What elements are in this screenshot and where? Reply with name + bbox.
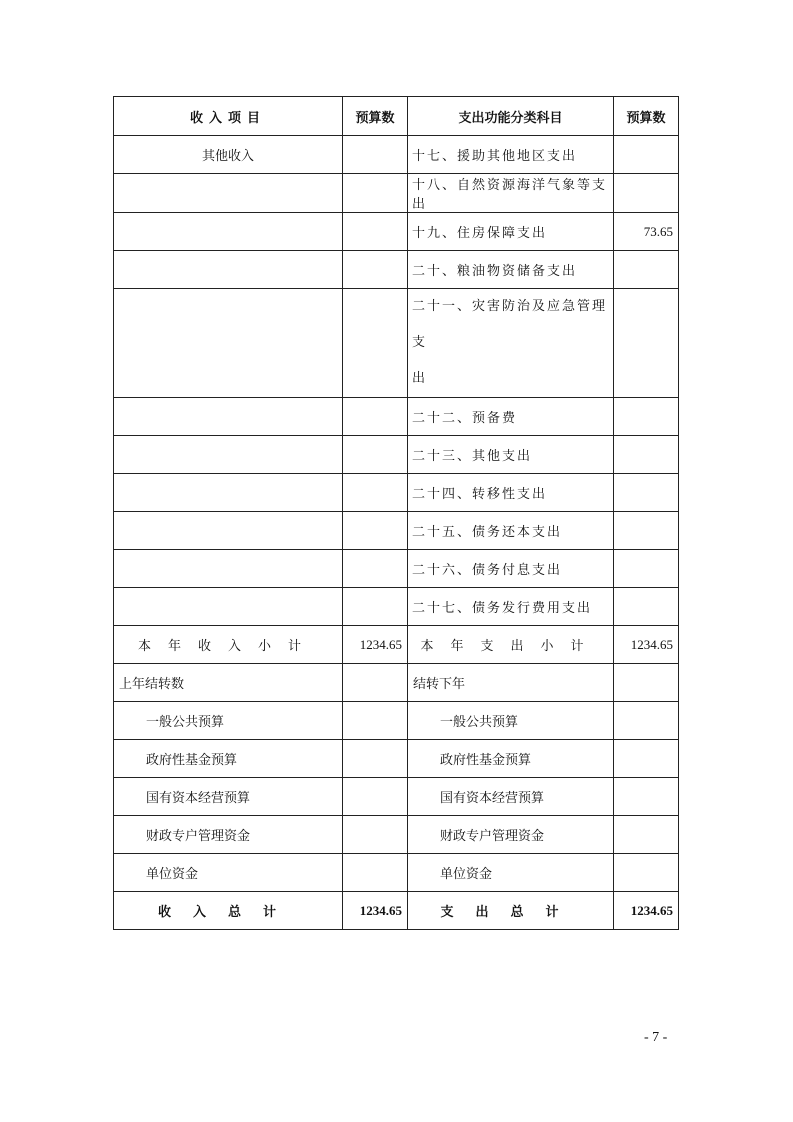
income-value-cell (343, 512, 408, 550)
expense-carry-value (614, 664, 679, 702)
income-carry-item: 单位资金 (114, 854, 343, 892)
income-cell (114, 251, 343, 289)
table-row (114, 398, 679, 436)
expense-value-cell (614, 512, 679, 550)
carry-header-row (114, 664, 679, 702)
table-header-row (114, 97, 679, 136)
expense-carry-item: 国有资本经营预算 (408, 778, 614, 816)
expense-value-cell (614, 174, 679, 213)
income-subtotal-value: 1234.65 (343, 626, 408, 664)
income-value-cell (343, 174, 408, 213)
table-row (114, 174, 679, 213)
income-cell (114, 174, 343, 213)
carry-item-row (114, 816, 679, 854)
income-cell (114, 289, 343, 398)
income-total-value: 1234.65 (343, 892, 408, 930)
income-value-cell (343, 474, 408, 512)
table-row (114, 213, 679, 251)
header-income-budget: 预算数 (343, 97, 408, 136)
income-value-cell (343, 136, 408, 174)
income-cell (114, 436, 343, 474)
expense-carry-item: 政府性基金预算 (408, 740, 614, 778)
expense-value-cell (614, 398, 679, 436)
income-cell (114, 588, 343, 626)
income-cell (114, 474, 343, 512)
expense-carry-item-value (614, 816, 679, 854)
income-total-label: 收入总计 (114, 892, 343, 930)
expense-carry-item-value (614, 740, 679, 778)
budget-table (113, 96, 679, 930)
expense-total-label: 支出总计 (408, 892, 614, 930)
expense-cell: 十八、自然资源海洋气象等支出 (408, 174, 614, 213)
income-cell (114, 213, 343, 251)
income-carry-item-value (343, 702, 408, 740)
expense-carry-item: 单位资金 (408, 854, 614, 892)
expense-value-cell (614, 474, 679, 512)
income-cell (114, 550, 343, 588)
table-row (114, 251, 679, 289)
expense-cell: 十九、住房保障支出 (408, 213, 614, 251)
budget-table-container (113, 96, 678, 930)
expense-line-1: 二十一、灾害防治及应急管理支 (412, 299, 608, 350)
income-carry-item: 政府性基金预算 (114, 740, 343, 778)
income-carry-item: 一般公共预算 (114, 702, 343, 740)
expense-carry-item: 一般公共预算 (408, 702, 614, 740)
expense-cell: 二十七、债务发行费用支出 (408, 588, 614, 626)
income-carry-item: 财政专户管理资金 (114, 816, 343, 854)
income-subtotal-label: 本年收入小计 (114, 626, 343, 664)
income-value-cell (343, 550, 408, 588)
expense-carry-item: 财政专户管理资金 (408, 816, 614, 854)
income-value-cell (343, 213, 408, 251)
expense-carry-label: 结转下年 (408, 664, 614, 702)
expense-carry-item-value (614, 702, 679, 740)
income-carry-item-value (343, 816, 408, 854)
header-expense-item: 支出功能分类科目 (408, 97, 614, 136)
income-carry-item-value (343, 778, 408, 816)
expense-total-value: 1234.65 (614, 892, 679, 930)
income-value-cell (343, 251, 408, 289)
table-row (114, 136, 679, 174)
expense-cell-multiline (408, 289, 614, 398)
table-row (114, 512, 679, 550)
expense-subtotal-label: 本年支出小计 (408, 626, 614, 664)
expense-value-cell (614, 588, 679, 626)
expense-value-cell (614, 136, 679, 174)
table-row (114, 588, 679, 626)
income-value-cell (343, 436, 408, 474)
expense-carry-item-value (614, 854, 679, 892)
income-value-cell (343, 289, 408, 398)
income-cell (114, 398, 343, 436)
income-value-cell (343, 588, 408, 626)
expense-cell: 二十、粮油物资储备支出 (408, 251, 614, 289)
header-expense-budget: 预算数 (614, 97, 679, 136)
header-income-item: 收入项目 (114, 97, 343, 136)
expense-value-cell (614, 436, 679, 474)
expense-cell: 二十六、债务付息支出 (408, 550, 614, 588)
income-carry-item-value (343, 740, 408, 778)
expense-cell: 二十二、预备费 (408, 398, 614, 436)
carry-item-row (114, 778, 679, 816)
expense-line-2: 出 (412, 371, 428, 386)
expense-value-cell (614, 550, 679, 588)
carry-item-row (114, 740, 679, 778)
income-value-cell (343, 398, 408, 436)
expense-value-cell (614, 251, 679, 289)
carry-item-row (114, 854, 679, 892)
income-carry-item: 国有资本经营预算 (114, 778, 343, 816)
income-carry-item-value (343, 854, 408, 892)
income-cell (114, 512, 343, 550)
expense-cell: 二十五、债务还本支出 (408, 512, 614, 550)
table-row (114, 550, 679, 588)
income-carry-value (343, 664, 408, 702)
carry-item-row (114, 702, 679, 740)
expense-subtotal-value: 1234.65 (614, 626, 679, 664)
expense-cell: 二十三、其他支出 (408, 436, 614, 474)
table-row (114, 474, 679, 512)
expense-cell: 二十四、转移性支出 (408, 474, 614, 512)
income-carry-label: 上年结转数 (114, 664, 343, 702)
page-number: - 7 - (644, 1030, 668, 1045)
expense-carry-item-value (614, 778, 679, 816)
table-row (114, 436, 679, 474)
expense-cell: 十七、援助其他地区支出 (408, 136, 614, 174)
expense-value-cell (614, 289, 679, 398)
table-row (114, 289, 679, 398)
total-row (114, 892, 679, 930)
expense-value-cell: 73.65 (614, 213, 679, 251)
subtotal-row (114, 626, 679, 664)
income-cell: 其他收入 (114, 136, 343, 174)
